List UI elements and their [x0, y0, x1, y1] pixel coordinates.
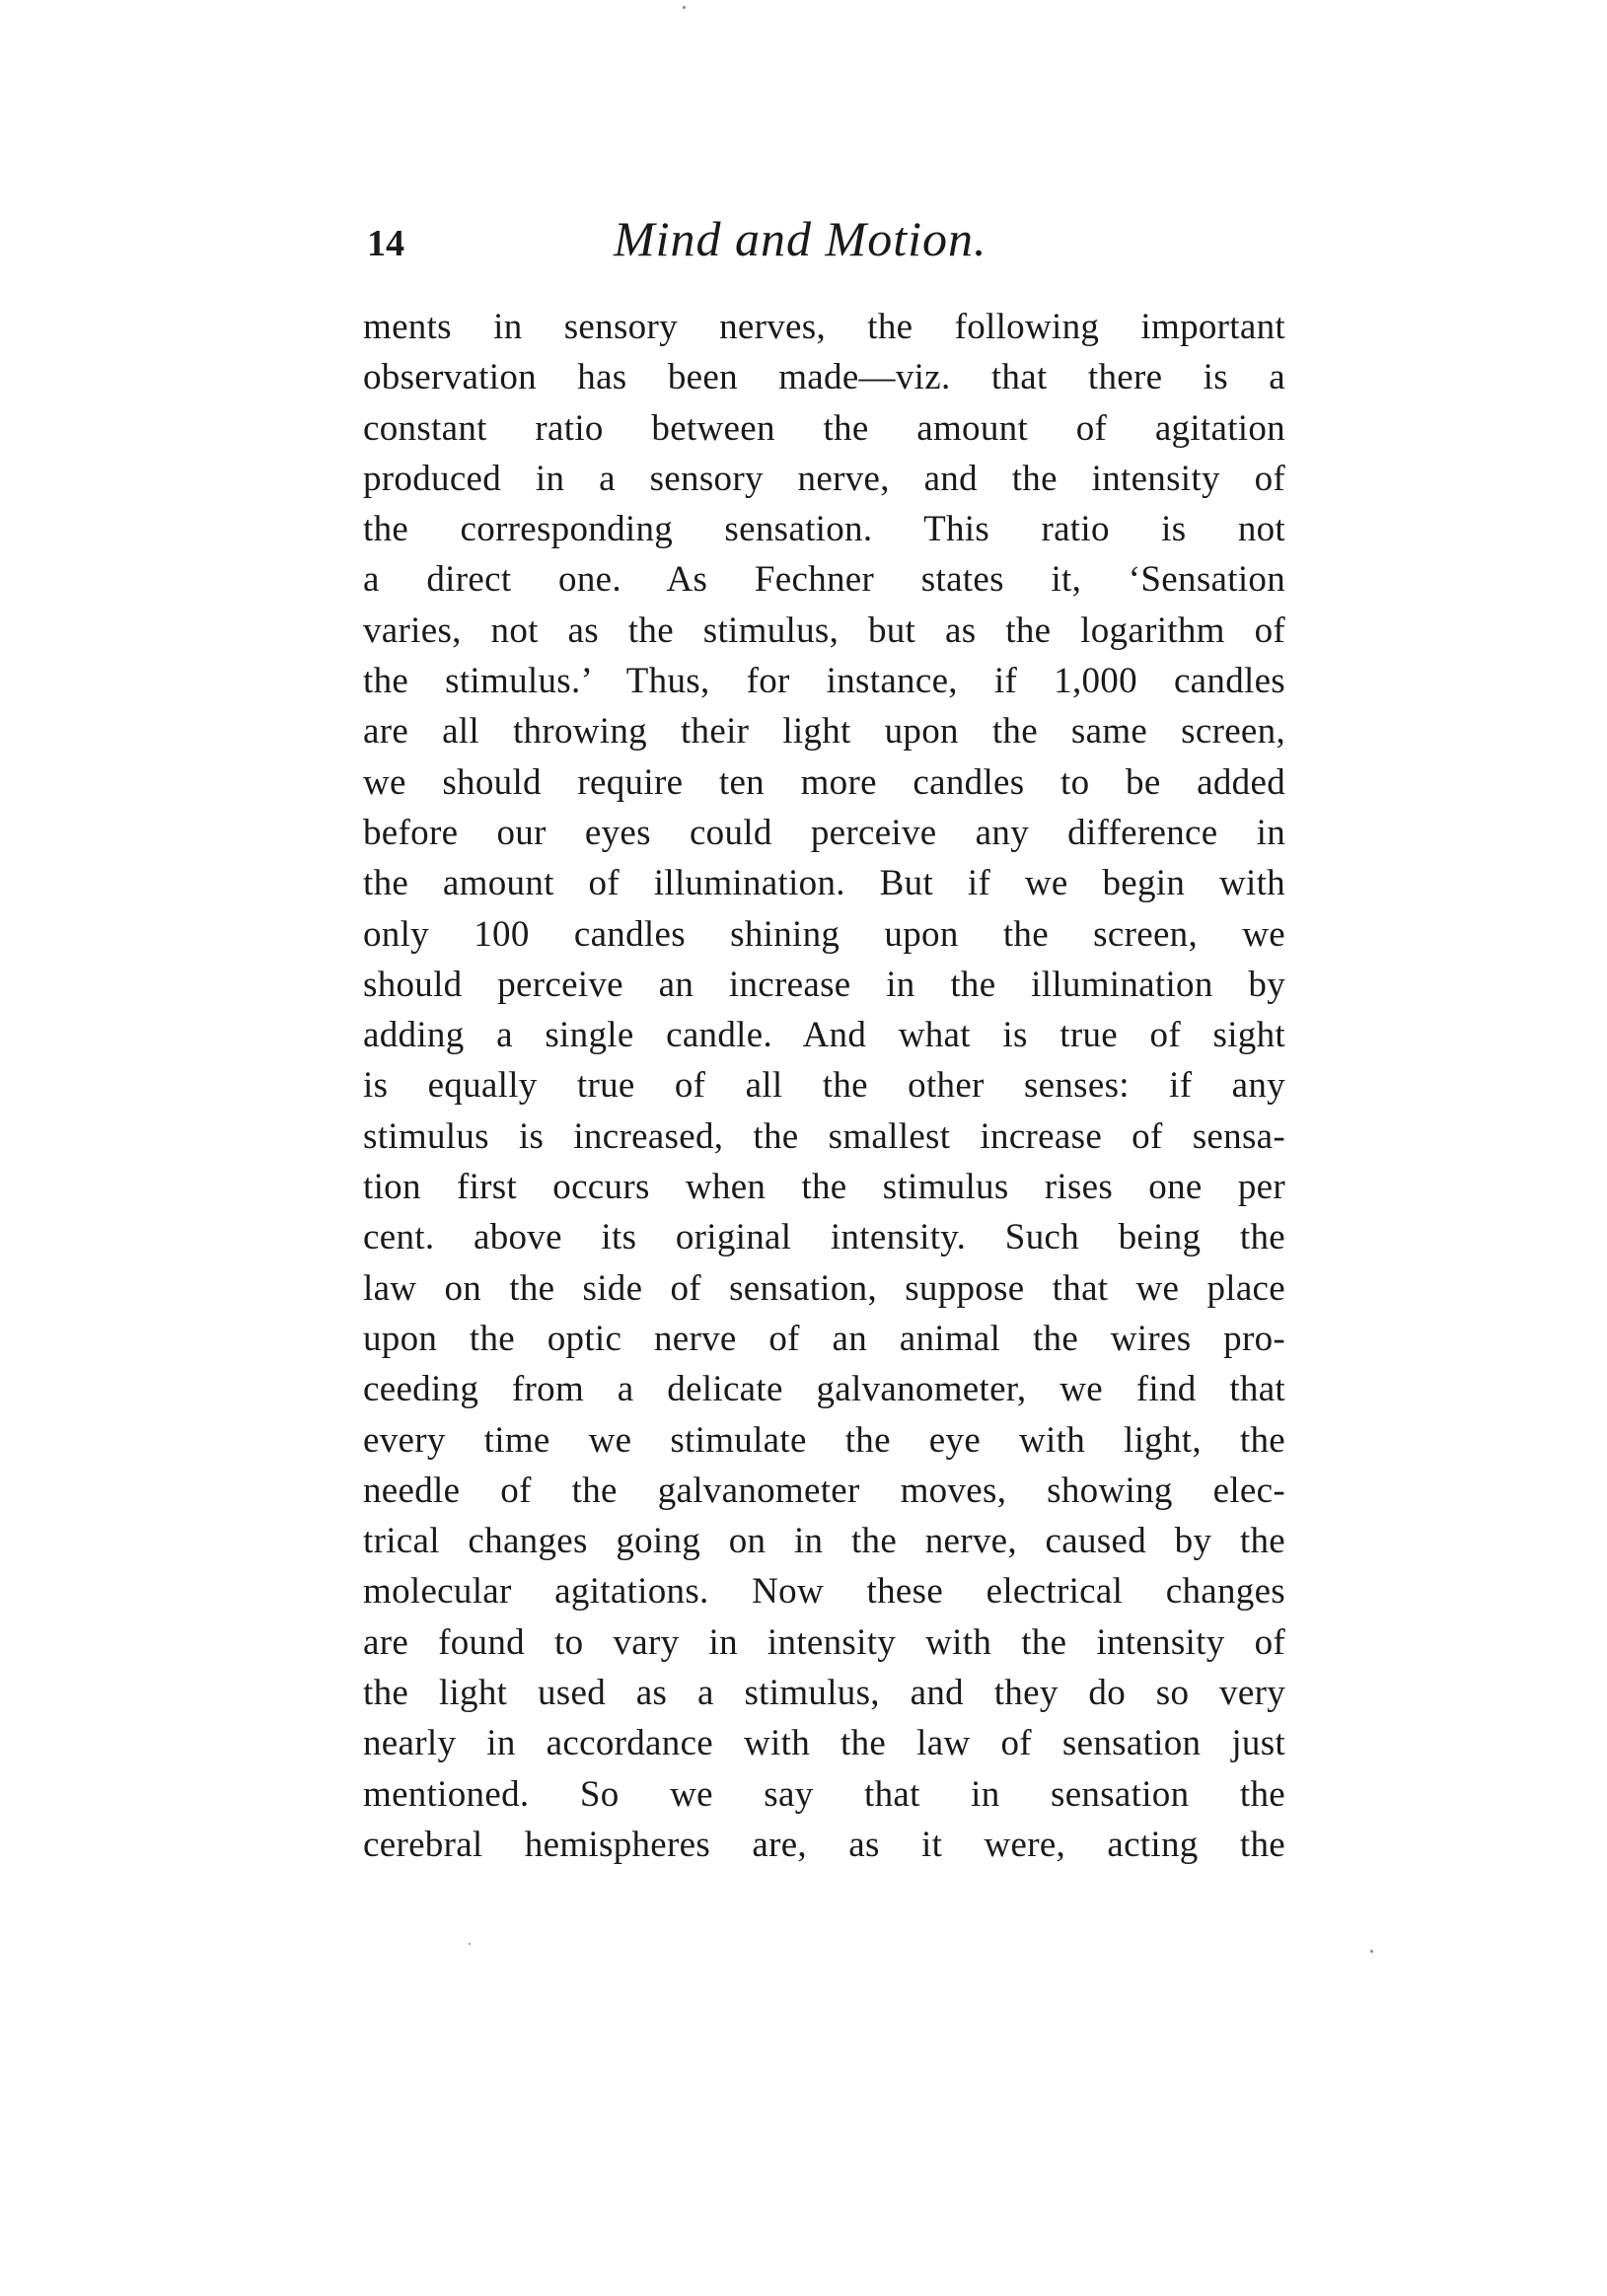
text-line: trical changes going on in the nerve, caused by the [363, 1521, 1285, 1562]
text-line: upon the optic nerve of an animal the wires pro- [363, 1318, 1285, 1359]
text-line: varies, not as the stimulus, but as the logarithm of [363, 610, 1285, 651]
text-line: the amount of illumination. But if we begin with [363, 863, 1285, 904]
body-text [363, 302, 1285, 1870]
text-line: the corresponding sensation. This ratio is not [363, 509, 1285, 550]
text-line: law on the side of sensation, suppose that we place [363, 1267, 1285, 1309]
text-line: cent. above its original intensity. Such being the [363, 1217, 1285, 1258]
text-line: before our eyes could perceive any difference in [363, 812, 1285, 853]
text-line: are all throwing their light upon the same screen, [363, 711, 1285, 753]
text-line: mentioned. So we say that in sensation the [363, 1773, 1285, 1815]
text-line: cerebral hemispheres are, as it were, acting the [363, 1824, 1285, 1865]
running-title: Mind and Motion. [614, 211, 987, 266]
text-line: is equally true of all the other senses: if any [363, 1065, 1285, 1107]
text-line: only 100 candles shining upon the screen, we [363, 913, 1285, 955]
text-line: observation has been made—viz. that there is a [363, 357, 1285, 398]
text-line: nearly in accordance with the law of sensation just [363, 1723, 1285, 1764]
text-line: ments in sensory nerves, the following important [363, 307, 1285, 347]
paper-speck [1370, 1950, 1373, 1953]
text-line: produced in a sensory nerve, and the intensity of [363, 458, 1285, 499]
text-line: adding a single candle. And what is true of sight [363, 1015, 1285, 1056]
text-line: constant ratio between the amount of agitation [363, 407, 1285, 449]
paper-speck [683, 6, 686, 9]
text-line: stimulus is increased, the smallest increase of sensa- [363, 1115, 1285, 1157]
text-line: are found to vary in intensity with the intensity of [363, 1621, 1285, 1663]
text-line: every time we stimulate the eye with light, the [363, 1419, 1285, 1461]
page-number: 14 [367, 223, 404, 264]
text-line: should perceive an increase in the illumination by [363, 964, 1285, 1005]
text-line: a direct one. As Fechner states it, ‘Sensation [363, 559, 1285, 601]
text-line: needle of the galvanometer moves, showing elec- [363, 1470, 1285, 1511]
paper-speck [469, 1943, 471, 1945]
text-line: tion first occurs when the stimulus rises one per [363, 1167, 1285, 1208]
text-line: the stimulus.’ Thus, for instance, if 1,000 candles [363, 661, 1285, 702]
text-line: ceeding from a delicate galvanometer, we find that [363, 1369, 1285, 1410]
page-header [363, 202, 1285, 281]
text-line: the light used as a stimulus, and they do so very [363, 1673, 1285, 1714]
text-line: we should require ten more candles to be added [363, 761, 1285, 803]
text-line: molecular agitations. Now these electrical changes [363, 1571, 1285, 1613]
